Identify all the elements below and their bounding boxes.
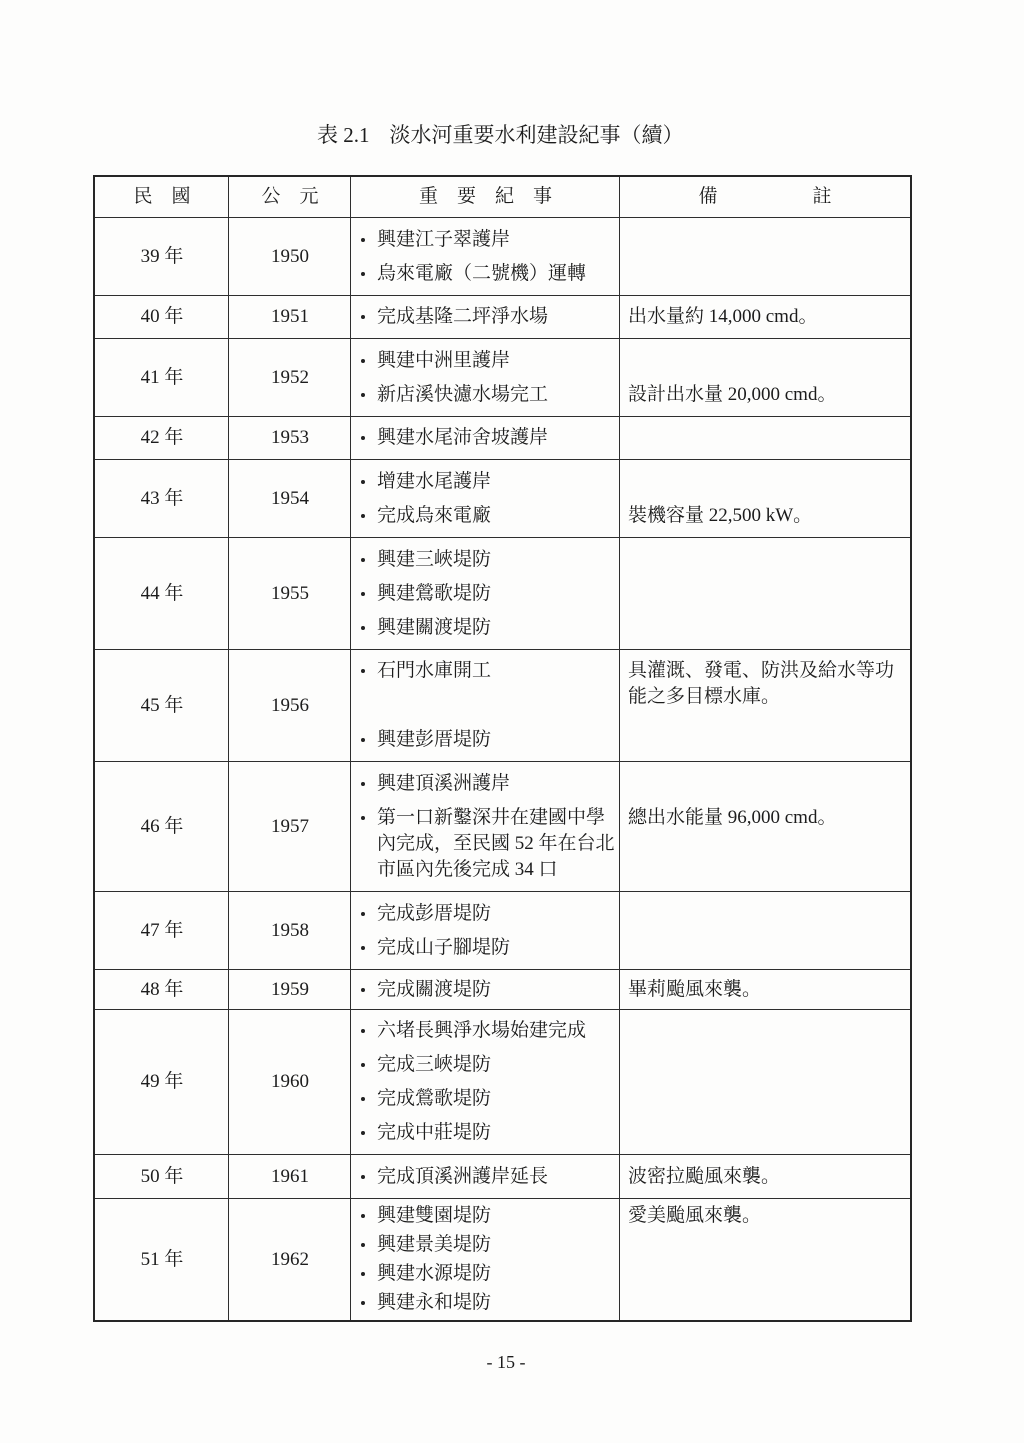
bullet-icon bbox=[356, 658, 370, 684]
event-item bbox=[351, 935, 620, 961]
event-text: 興建水尾沛舍坡護岸 bbox=[377, 427, 549, 448]
note-text: 裝機容量 22,500 kW。 bbox=[628, 504, 813, 526]
bullet-icon bbox=[356, 615, 370, 641]
bullet-dot bbox=[361, 480, 365, 484]
table-row bbox=[95, 1199, 910, 1320]
event-text: 完成中莊堤防 bbox=[377, 1122, 492, 1143]
bullet-dot bbox=[361, 272, 365, 276]
bullet-icon bbox=[356, 1261, 370, 1287]
event-text: 興建水源堤防 bbox=[377, 1263, 492, 1284]
event-item bbox=[351, 771, 620, 797]
table-title: 淡水河重要水利建設紀事（續） bbox=[389, 123, 684, 147]
event-item bbox=[351, 1203, 620, 1229]
event-text: 增建水尾護岸 bbox=[377, 470, 492, 492]
bullet-icon bbox=[356, 727, 370, 753]
event-text: 興建頂溪洲護岸 bbox=[377, 772, 511, 794]
event-item bbox=[351, 805, 620, 883]
table-row bbox=[95, 1155, 910, 1199]
event-text: 興建雙園堤防 bbox=[377, 1205, 492, 1226]
bullet-icon bbox=[356, 1018, 370, 1044]
event-text: 完成頂溪洲護岸延長 bbox=[377, 1165, 549, 1187]
roc-year-cell: 47 年 bbox=[140, 919, 184, 941]
events-notes-cell bbox=[351, 977, 910, 1003]
event-text: 完成山子腳堤防 bbox=[377, 936, 511, 958]
table-row bbox=[95, 218, 910, 296]
bullet-dot bbox=[361, 1214, 365, 1218]
events-notes-cell bbox=[351, 304, 910, 330]
events-notes-cell bbox=[351, 348, 910, 408]
bullet-icon bbox=[356, 1290, 370, 1316]
header-ad-year: 公 元 bbox=[261, 186, 319, 207]
column-divider bbox=[619, 177, 620, 1320]
bullet-dot bbox=[361, 315, 365, 319]
bullet-icon bbox=[356, 304, 370, 330]
bullet-dot bbox=[361, 1175, 365, 1179]
event-item bbox=[351, 382, 620, 408]
bullet-icon bbox=[356, 1052, 370, 1078]
ad-year-cell: 1961 bbox=[271, 1165, 309, 1187]
bullet-icon bbox=[356, 1232, 370, 1258]
ad-year-cell: 1950 bbox=[271, 245, 309, 267]
roc-year-cell: 43 年 bbox=[140, 487, 184, 509]
event-item bbox=[351, 727, 620, 753]
bullet-dot bbox=[361, 1243, 365, 1247]
event-text: 第一口新鑿深井在建國中學 內完成，至民國 52 年在台北 市區內先後完成 34 口 bbox=[377, 806, 615, 880]
event-text: 完成彭厝堤防 bbox=[377, 902, 492, 924]
events-notes-cell bbox=[351, 1203, 910, 1316]
event-item bbox=[351, 1086, 620, 1112]
page-number: - 15 - bbox=[486, 1352, 526, 1372]
header-events: 重 要 紀 事 bbox=[418, 186, 552, 207]
roc-year-cell: 48 年 bbox=[140, 978, 184, 1000]
bullet-dot bbox=[361, 1029, 365, 1033]
bullet-icon bbox=[356, 382, 370, 408]
event-item bbox=[351, 1232, 620, 1258]
table-row bbox=[95, 1010, 910, 1155]
event-text: 興建關渡堤防 bbox=[377, 616, 492, 638]
event-text: 完成烏來電廠 bbox=[377, 504, 492, 526]
bullet-icon bbox=[356, 469, 370, 495]
table-row bbox=[95, 296, 910, 339]
event-text: 興建鶯歌堤防 bbox=[377, 582, 492, 604]
note-text: 愛美颱風來襲。 bbox=[628, 1205, 762, 1226]
bullet-dot bbox=[361, 988, 365, 992]
roc-year-cell: 39 年 bbox=[140, 245, 184, 267]
table-row bbox=[95, 460, 910, 538]
bullet-dot bbox=[361, 782, 365, 786]
bullet-dot bbox=[361, 816, 365, 820]
bullet-dot bbox=[361, 393, 365, 397]
event-text: 六堵長興淨水場始建完成 bbox=[377, 1020, 587, 1041]
events-notes-cell bbox=[351, 1018, 910, 1146]
roc-year-cell: 49 年 bbox=[140, 1071, 184, 1092]
event-item bbox=[351, 658, 620, 684]
event-text: 興建永和堤防 bbox=[377, 1292, 492, 1313]
bullet-dot bbox=[361, 1063, 365, 1067]
bullet-dot bbox=[361, 514, 365, 518]
table-row bbox=[95, 339, 910, 417]
event-text: 完成三峽堤防 bbox=[377, 1054, 492, 1075]
table-caption bbox=[317, 122, 684, 148]
events-notes-cell bbox=[351, 1164, 910, 1190]
note-text: 波密拉颱風來襲。 bbox=[628, 1165, 781, 1187]
event-text: 興建彭厝堤防 bbox=[377, 729, 492, 750]
events-notes-cell bbox=[351, 901, 910, 961]
event-item bbox=[351, 304, 620, 330]
table-row bbox=[95, 892, 910, 970]
ad-year-cell: 1951 bbox=[271, 306, 309, 327]
bullet-dot bbox=[361, 1131, 365, 1135]
bullet-icon bbox=[356, 547, 370, 573]
roc-year-cell: 50 年 bbox=[140, 1165, 184, 1187]
event-item bbox=[351, 1290, 620, 1316]
event-text: 興建江子翠護岸 bbox=[377, 228, 511, 250]
bullet-icon bbox=[356, 1086, 370, 1112]
event-item bbox=[351, 425, 620, 451]
bullet-icon bbox=[356, 901, 370, 927]
event-item bbox=[351, 1120, 620, 1146]
bullet-icon bbox=[356, 977, 370, 1003]
roc-year-cell: 44 年 bbox=[140, 582, 184, 604]
event-item bbox=[351, 469, 620, 495]
bullet-dot bbox=[361, 359, 365, 363]
note-text: 設計出水量 20,000 cmd。 bbox=[628, 383, 837, 405]
event-text: 完成基隆二坪淨水場 bbox=[377, 306, 549, 327]
bullet-dot bbox=[361, 946, 365, 950]
bullet-dot bbox=[361, 626, 365, 630]
bullet-dot bbox=[361, 1272, 365, 1276]
table-header-row bbox=[95, 177, 910, 218]
table-row bbox=[95, 650, 910, 762]
note-text: 畢莉颱風來襲。 bbox=[628, 978, 762, 1000]
table-body bbox=[95, 218, 910, 1320]
ad-year-cell: 1954 bbox=[271, 487, 309, 509]
bullet-dot bbox=[361, 592, 365, 596]
note-text: 出水量約 14,000 cmd。 bbox=[628, 306, 818, 327]
bullet-icon bbox=[356, 425, 370, 451]
event-item bbox=[351, 503, 620, 529]
event-text: 石門水庫開工 bbox=[377, 660, 492, 681]
header-notes: 備 註 bbox=[698, 186, 832, 207]
event-text: 烏來電廠（二號機）運轉 bbox=[377, 262, 587, 284]
bullet-icon bbox=[356, 1120, 370, 1146]
event-text: 興建中洲里護岸 bbox=[377, 349, 511, 371]
events-notes-cell bbox=[351, 771, 910, 883]
event-text: 完成鶯歌堤防 bbox=[377, 1088, 492, 1109]
ad-year-cell: 1962 bbox=[271, 1248, 309, 1270]
event-item bbox=[351, 261, 620, 287]
table-row bbox=[95, 970, 910, 1010]
note-text: 具灌溉、發電、防洪及給水等功 能之多目標水庫。 bbox=[628, 660, 895, 707]
bullet-dot bbox=[361, 1097, 365, 1101]
bullet-icon bbox=[356, 1164, 370, 1190]
bullet-icon bbox=[356, 1203, 370, 1229]
event-item bbox=[351, 901, 620, 927]
bullet-icon bbox=[356, 261, 370, 287]
column-divider bbox=[228, 177, 229, 1320]
bullet-icon bbox=[356, 227, 370, 253]
table-row bbox=[95, 762, 910, 892]
bullet-icon bbox=[356, 805, 370, 831]
roc-year-cell: 46 年 bbox=[140, 815, 184, 837]
events-notes-cell bbox=[351, 469, 910, 529]
ad-year-cell: 1958 bbox=[271, 919, 309, 941]
event-item bbox=[351, 1261, 620, 1287]
roc-year-cell: 41 年 bbox=[140, 366, 184, 388]
column-divider bbox=[350, 177, 351, 1320]
bullet-icon bbox=[356, 771, 370, 797]
events-notes-cell bbox=[351, 658, 910, 753]
event-item bbox=[351, 977, 620, 1003]
bullet-dot bbox=[361, 436, 365, 440]
ad-year-cell: 1957 bbox=[271, 815, 309, 837]
bullet-icon bbox=[356, 935, 370, 961]
note-text: 總出水能量 96,000 cmd。 bbox=[628, 806, 837, 828]
roc-year-cell: 45 年 bbox=[140, 694, 184, 716]
events-notes-cell bbox=[351, 425, 910, 451]
ad-year-cell: 1959 bbox=[271, 978, 309, 1000]
ad-year-cell: 1955 bbox=[271, 582, 309, 604]
event-item bbox=[351, 1052, 620, 1078]
bullet-dot bbox=[361, 912, 365, 916]
event-item bbox=[351, 581, 620, 607]
bullet-icon bbox=[356, 581, 370, 607]
event-item bbox=[351, 1018, 620, 1044]
event-text: 興建景美堤防 bbox=[377, 1234, 492, 1255]
ad-year-cell: 1953 bbox=[271, 427, 309, 448]
table-row bbox=[95, 417, 910, 460]
event-text: 完成關渡堤防 bbox=[377, 978, 492, 1000]
events-notes-cell bbox=[351, 227, 910, 287]
ad-year-cell: 1960 bbox=[271, 1071, 309, 1092]
table-row bbox=[95, 538, 910, 650]
event-item bbox=[351, 1164, 620, 1190]
roc-year-cell: 40 年 bbox=[140, 306, 184, 327]
event-text: 新店溪快濾水場完工 bbox=[377, 383, 549, 405]
bullet-dot bbox=[361, 1301, 365, 1305]
bullet-dot bbox=[361, 558, 365, 562]
ad-year-cell: 1952 bbox=[271, 366, 309, 388]
event-item bbox=[351, 615, 620, 641]
event-text: 興建三峽堤防 bbox=[377, 548, 492, 570]
bullet-icon bbox=[356, 348, 370, 374]
bullet-dot bbox=[361, 669, 365, 673]
event-item bbox=[351, 348, 620, 374]
bullet-icon bbox=[356, 503, 370, 529]
bullet-dot bbox=[361, 238, 365, 242]
bullet-dot bbox=[361, 738, 365, 742]
ad-year-cell: 1956 bbox=[271, 694, 309, 716]
event-item bbox=[351, 227, 620, 253]
events-notes-cell bbox=[351, 547, 910, 641]
table-number: 表 2.1 bbox=[317, 123, 370, 147]
roc-year-cell: 42 年 bbox=[140, 427, 184, 448]
roc-year-cell: 51 年 bbox=[140, 1248, 184, 1270]
history-table bbox=[93, 175, 912, 1322]
header-roc-year: 民 國 bbox=[133, 186, 191, 207]
event-item bbox=[351, 547, 620, 573]
